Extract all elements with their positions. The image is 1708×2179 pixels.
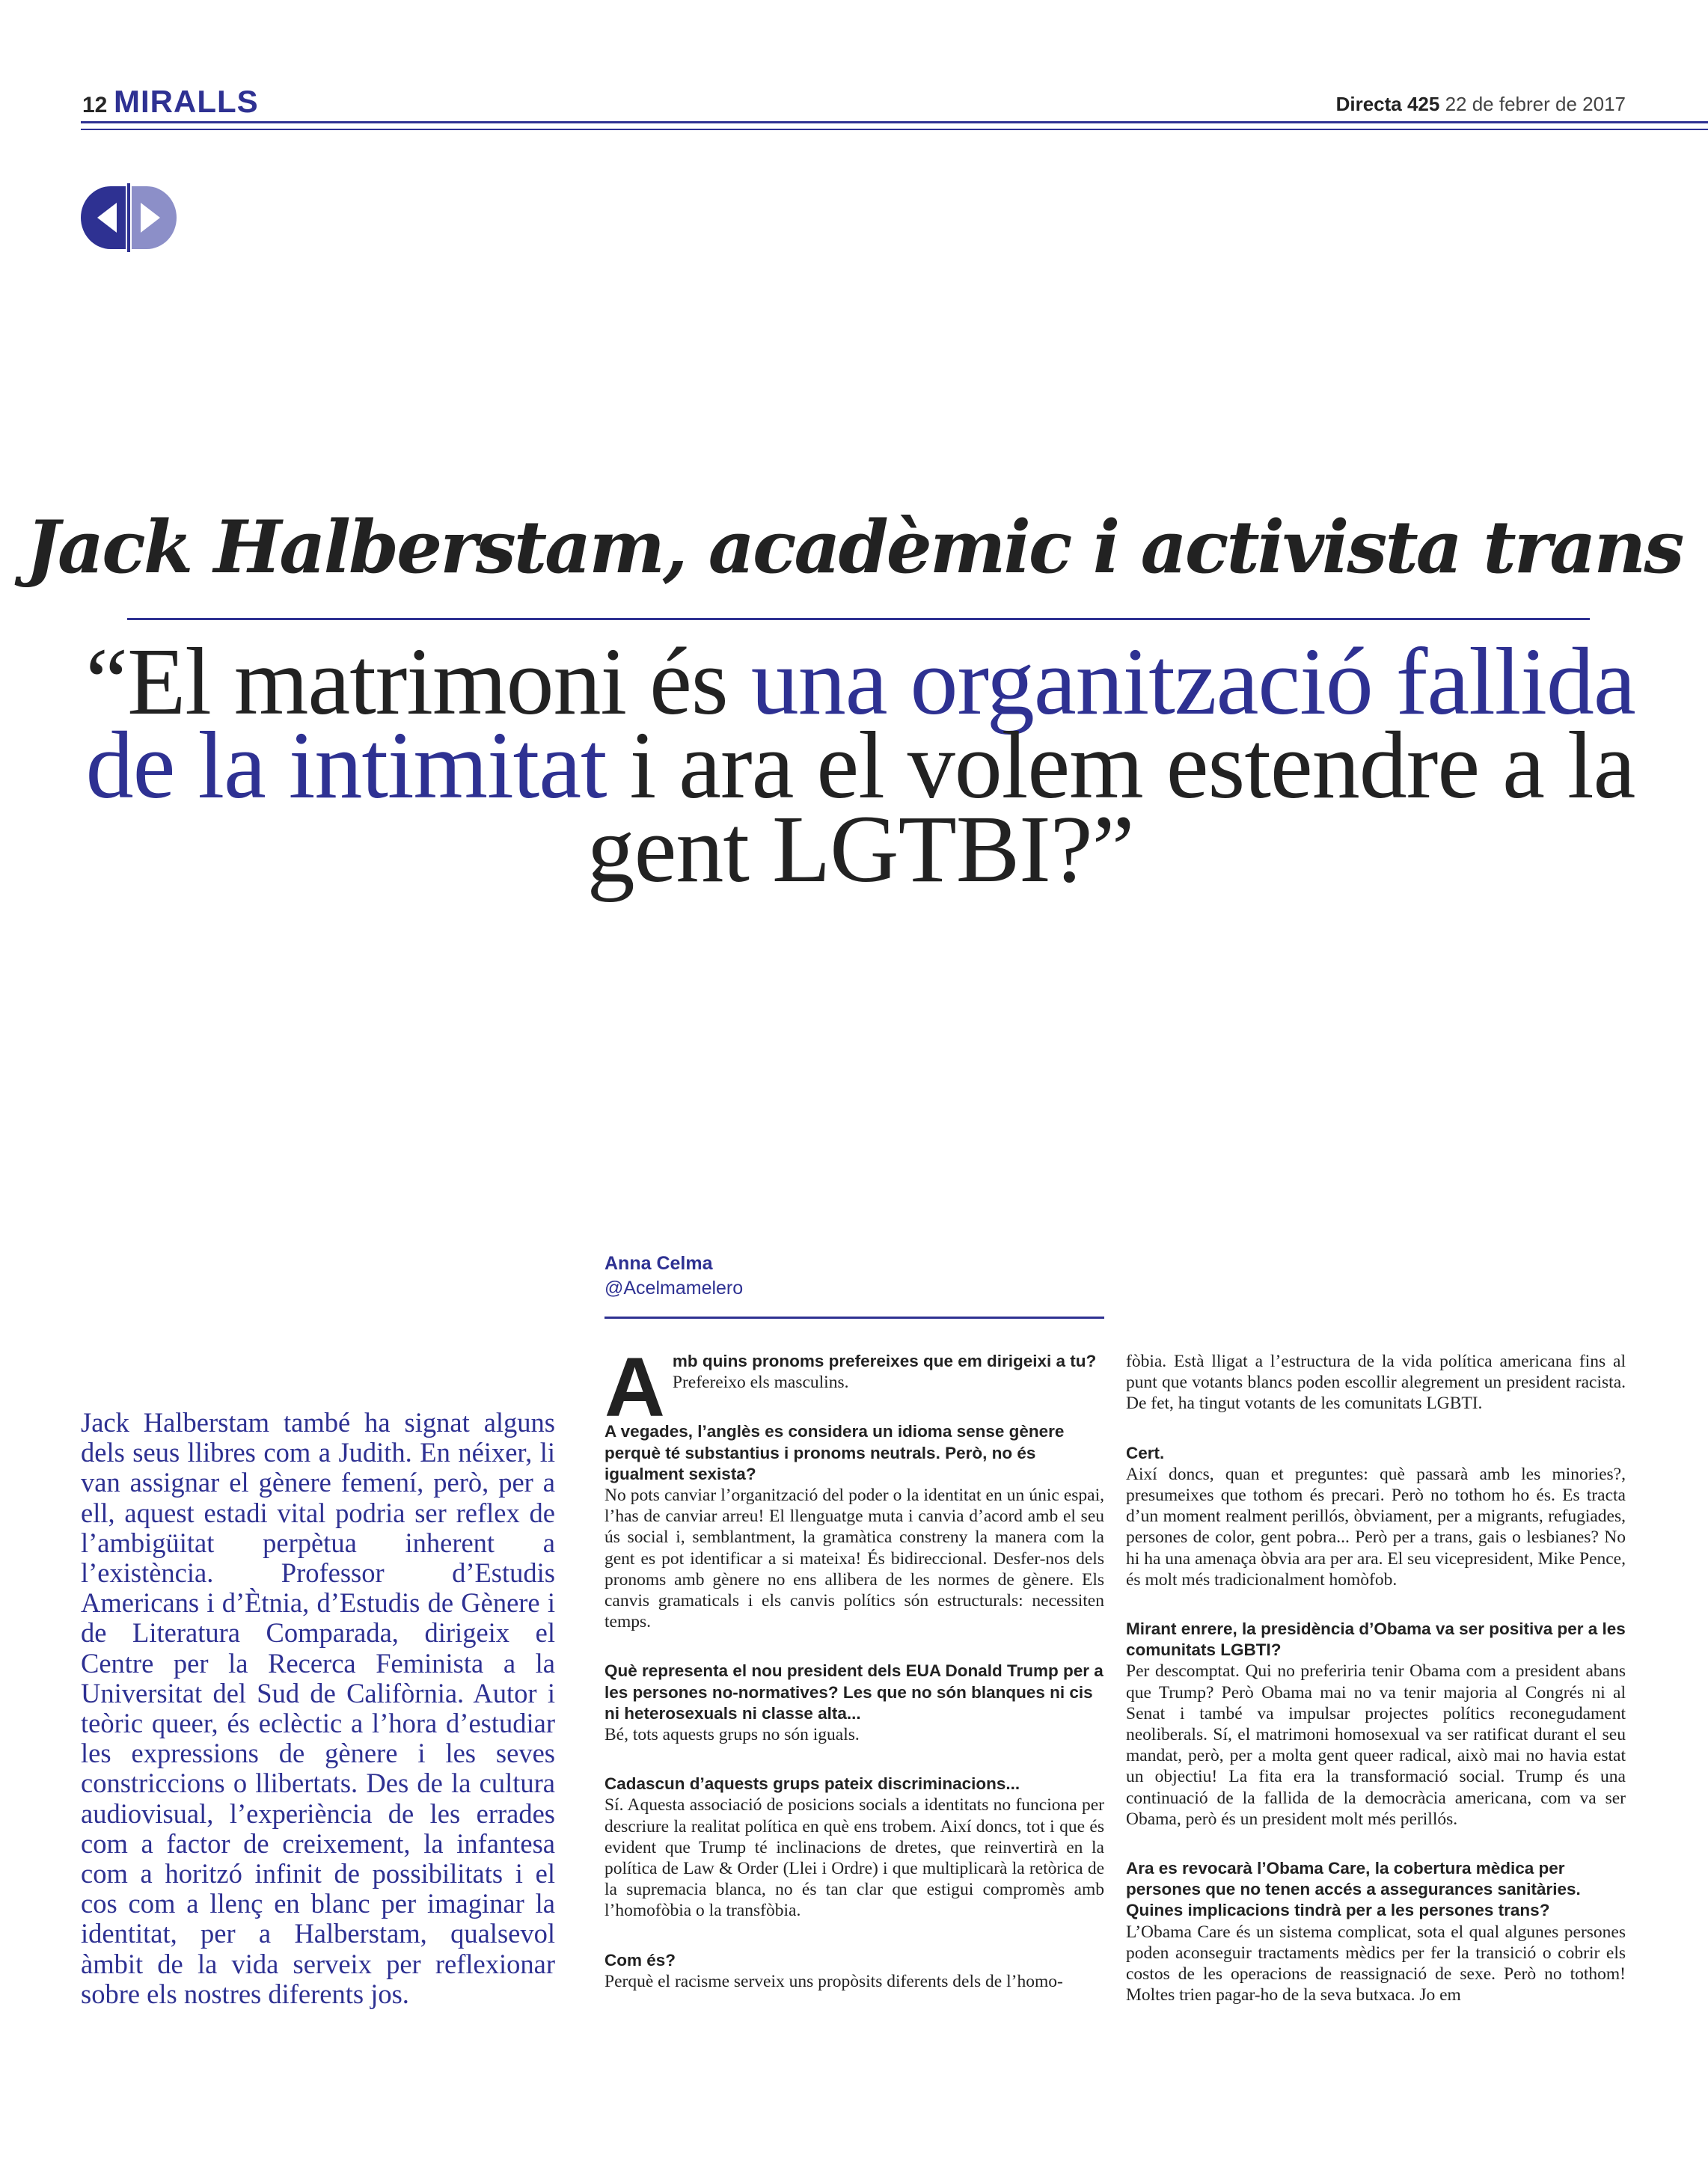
- interview-answer: L’Obama Care és un sistema complicat, sota el qual algunes persones poden aconseguir tractaments mèdics per fer la transició o cobrir els costos de les operacions de reassignació de sexe. Però no tothom! Moltes trien pagar-ho de la seva butxaca. Jo em: [1126, 1922, 1626, 2005]
- interview-answer: Així doncs, quan et preguntes: què passarà amb les minories?, presumeixes que tothom és precari. Però no tothom ho és. Es tracta d’un moment realment perillós, òbviament, per a migrants, refugiades, persones de color, gent pobra... Però per a trans, gais o lesbianes? No hi ha una amenaça òbvia ara per ara. El seu vicepresident, Mike Pence, és molt més tradicionalment homòfob.: [1126, 1464, 1626, 1590]
- article-kicker: Jack Halberstam, acadèmic i activista trans: [25, 505, 1683, 589]
- article-intro: [81, 1408, 555, 2009]
- interview-answer: Perquè el racisme serveix uns propòsits diferents dels de l’homo-: [604, 1971, 1063, 1991]
- interview-answer: Sí. Aquesta associació de posicions socials a identitats no funciona per descriure la realitat política en què ens trobem. Així doncs, tot i que és evident que Trump té inclinacions de dretes, que reinvertirà en la política de Law & Order (Llei i Ordre) i que multiplicarà la retòrica de la supremacia blanca, no és tan clar que estigui compromès amb l’homofòbia o la transfòbia.: [604, 1795, 1104, 1921]
- question-text: A vegades, l’anglès es considera un idioma sense gènere perquè té substantius i pronoms neutrals. Però, no és igualment sexista?: [604, 1422, 1065, 1483]
- left-right-arrows-icon: [81, 183, 177, 252]
- interview-question: [1126, 1619, 1626, 1661]
- headline-part2: i ara el volem estendre a la gent LGTBI?”: [587, 712, 1635, 902]
- page-number: 12: [82, 93, 108, 117]
- interview-question: [604, 1661, 1104, 1724]
- interview-answer: No pots canviar l’organització del poder o la identitat en un únic espai, l’has de canviar arreu! El llenguatge muta i canvia d’acord amb el seu ús social i, semblantment, la gramàtica constreny la manera com la gent es pot identificar a si mateixa! És bidireccional. Desfer-nos dels pronoms amb gènere no ens allibera de les normes de gènere. Els canvis gramaticals i els canvis polítics són estructurals: necessiten temps.: [604, 1486, 1104, 1632]
- interview-answer: Per descomptat. Qui no preferiria tenir Obama com a president abans que Trump? Però Obama mai no va tenir majoria al Congrés ni al Senat i també va impulsar projectes polítics reconegudament neoliberals. Sí, el matrimoni homosexual va ser ratificat durant el seu mandat, però, per a molta gent queer radical, això mai no havia estat un objectiu! La fita era la transformació social. Trump és una continuació de la fallida de la democràcia americana, com va ser Obama, però és un president molt més perillós.: [1126, 1661, 1626, 1829]
- question-text: Com és?: [604, 1950, 676, 1970]
- interview-question: [1126, 1858, 1626, 1922]
- interview-question: [604, 1950, 1104, 1971]
- drop-cap: A: [604, 1340, 665, 1434]
- question-text: Mirant enrere, la presidència d’Obama va ser positiva per a les comunitats LGBTI?: [1126, 1619, 1626, 1660]
- interview-answer: Prefereixo els masculins.: [672, 1373, 849, 1393]
- body-column-1: [604, 1340, 1104, 2020]
- interview-answer: Bé, tots aquests grups no són iguals.: [604, 1725, 860, 1745]
- byline-rule: [604, 1317, 1104, 1319]
- interview-question: [604, 1774, 1104, 1795]
- header-rule: [81, 121, 1708, 123]
- publication-name: Directa 425: [1335, 93, 1440, 115]
- intro-text: Jack Halberstam també ha signat alguns dels seus llibres com a Judith. En néixer, li van assignar el gènere femení, però, per a ell, aquest estadi vital podria ser reflex de l’ambigüitat perpètua inherent a l’existència. Professor d’Estudis Americans i d’Ètnia, d’Estudis de Gènere i de Literatura Comparada, dirigeix el Centre per la Recerca Feminista a la Universitat del Sud de Califòrnia. Autor i teòric queer, és eclèctic a l’hora d’estudiar les expressions de gènere i les seves constriccions o llibertats. Des de la cultura audiovisual, l’experiència de les errades com a factor de creixement, la infantesa com a horitzó infinit de possibilitats i el cos com a llenç en blanc per imaginar la identitat, per a Halberstam, qualsevol àmbit de la vida serveix per reflexionar sobre els nostres diferents jos.: [81, 1407, 555, 2009]
- publication-info: [1336, 93, 1626, 116]
- question-text: Què representa el nou president dels EUA Donald Trump per a les persones no-normatives? Les que no són blanques ni cis ni heterosexuals ni classe alta...: [604, 1661, 1104, 1723]
- headline-rule: [127, 618, 1590, 620]
- question-text: Cadascun d’aquests grups pateix discriminacions...: [604, 1774, 1020, 1794]
- question-text: mb quins pronoms prefereixes que em dirigeixi a tu?: [672, 1352, 1097, 1370]
- interview-question: [604, 1421, 1104, 1485]
- question-text: Ara es revocarà l’Obama Care, la cobertura mèdica per persones que no tenen accés a assegurances sanitàries. Quines implicacions tindrà per a les persones trans?: [1126, 1859, 1581, 1920]
- headline-highlight: una organització fallida de la intimitat: [85, 628, 1635, 818]
- question-text: Cert.: [1126, 1443, 1165, 1462]
- body-column-2: [1126, 1351, 1626, 2034]
- headline-part1: “El matrimoni és: [85, 628, 751, 735]
- publication-date: 22 de febrer de 2017: [1445, 93, 1626, 115]
- author-name: Anna Celma: [604, 1253, 713, 1274]
- section-title: MIRALLS: [114, 84, 259, 119]
- article-headline: [67, 628, 1653, 902]
- interview-answer: fòbia. Està lligat a l’estructura de la vida política americana fins al punt que votants blancs poden escollir alegrement un president racista. De fet, ha tingut votants de les comunitats LGBTI.: [1126, 1352, 1626, 1414]
- header-rule-thin: [81, 129, 1708, 130]
- interview-question: [1126, 1443, 1626, 1464]
- author-handle: @Acelmamelero: [604, 1278, 744, 1299]
